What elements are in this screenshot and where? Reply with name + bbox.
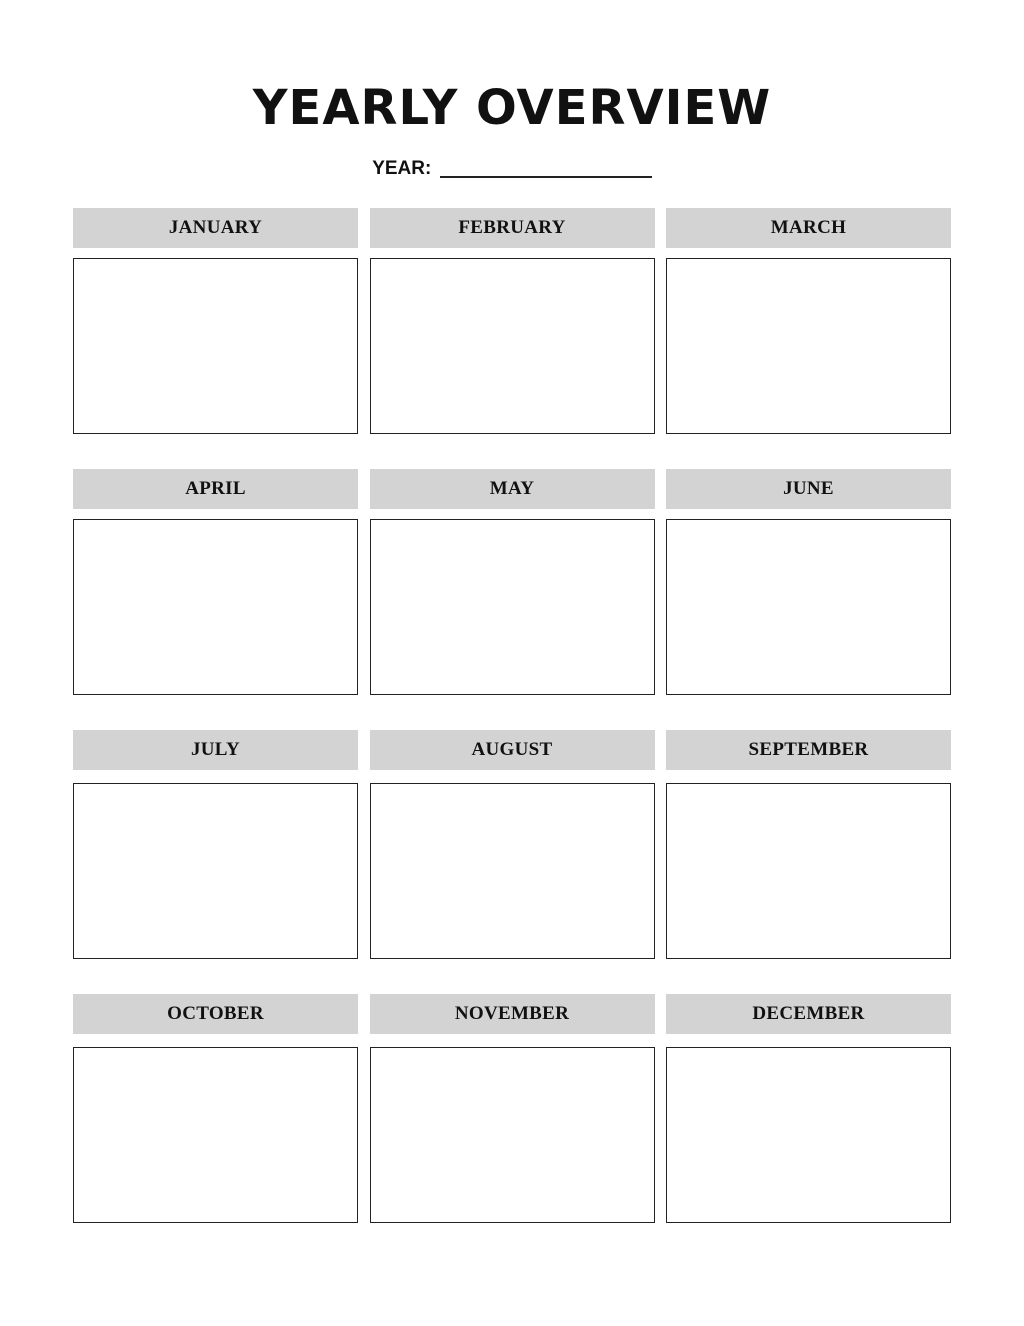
month-notes-box[interactable]	[370, 519, 655, 695]
month-header: MARCH	[666, 208, 951, 248]
month-header: NOVEMBER	[370, 994, 655, 1034]
month-notes-box[interactable]	[666, 783, 951, 959]
month-notes-box[interactable]	[73, 258, 358, 434]
month-july	[73, 730, 358, 959]
month-february	[370, 208, 655, 434]
month-notes-box[interactable]	[370, 1047, 655, 1223]
month-june	[666, 469, 951, 695]
month-notes-box[interactable]	[666, 1047, 951, 1223]
month-october	[73, 994, 358, 1223]
month-notes-box[interactable]	[370, 783, 655, 959]
month-notes-box[interactable]	[73, 1047, 358, 1223]
month-header: FEBRUARY	[370, 208, 655, 248]
year-input-line[interactable]	[440, 154, 652, 178]
page-title: YEARLY OVERVIEW	[252, 80, 772, 136]
month-notes-box[interactable]	[666, 519, 951, 695]
month-header: OCTOBER	[73, 994, 358, 1034]
month-header: APRIL	[73, 469, 358, 509]
month-grid	[73, 208, 951, 1223]
month-header: MAY	[370, 469, 655, 509]
month-notes-box[interactable]	[73, 519, 358, 695]
month-august	[370, 730, 655, 959]
month-notes-box[interactable]	[370, 258, 655, 434]
month-march	[666, 208, 951, 434]
month-april	[73, 469, 358, 695]
month-notes-box[interactable]	[666, 258, 951, 434]
month-header: AUGUST	[370, 730, 655, 770]
month-september	[666, 730, 951, 959]
month-header: JANUARY	[73, 208, 358, 248]
month-notes-box[interactable]	[73, 783, 358, 959]
month-header: SEPTEMBER	[666, 730, 951, 770]
month-header: JULY	[73, 730, 358, 770]
month-header: DECEMBER	[666, 994, 951, 1034]
month-december	[666, 994, 951, 1223]
month-may	[370, 469, 655, 695]
month-january	[73, 208, 358, 434]
month-header: JUNE	[666, 469, 951, 509]
year-label: YEAR:	[372, 158, 432, 179]
year-row	[0, 154, 1024, 184]
month-november	[370, 994, 655, 1223]
